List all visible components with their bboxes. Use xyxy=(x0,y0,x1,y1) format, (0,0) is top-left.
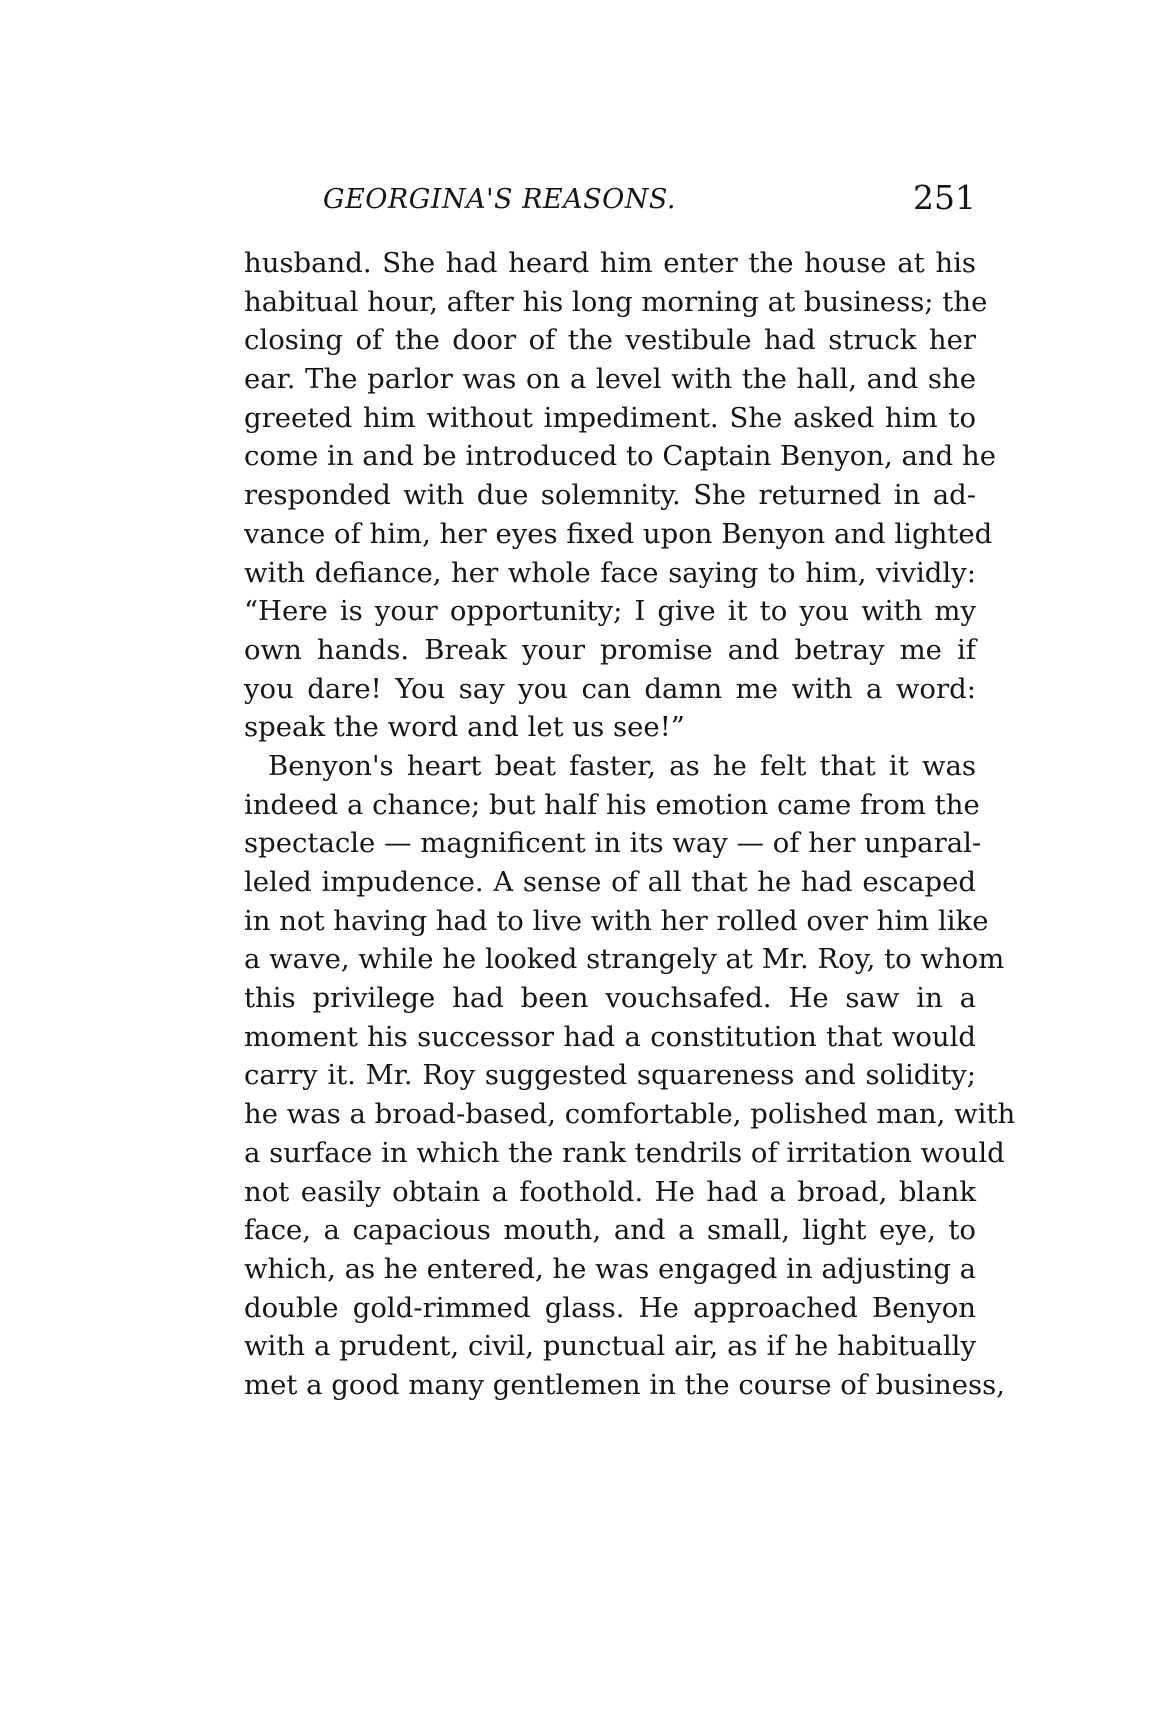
text-line: with a prudent, civil, punctual air, as if he habitually xyxy=(244,1330,976,1363)
text-line: habitual hour, after his long morning at business; the xyxy=(244,285,988,318)
text-line: speak the word and let us see!” xyxy=(244,711,685,744)
text-line: this privilege had been vouchsafed. He saw in a xyxy=(244,982,976,1015)
text-line: own hands. Break your promise and betray me if xyxy=(244,633,976,666)
text-line: come in and be introduced to Captain Benyon, and he xyxy=(244,440,996,473)
text-line: closing of the door of the vestibule had struck her xyxy=(244,324,976,357)
text-line: spectacle — magnificent in its way — of her unparal- xyxy=(244,827,982,860)
text-line: not easily obtain a foothold. He had a broad, blank xyxy=(244,1175,976,1208)
text-line: met a good many gentlemen in the course of business, xyxy=(244,1368,1005,1401)
text-line: vance of him, her eyes fixed upon Benyon and lighted xyxy=(244,517,993,550)
text-line: a surface in which the rank tendrils of irritation would xyxy=(244,1136,1005,1169)
page-number: 251 xyxy=(913,178,976,217)
text-body xyxy=(244,244,1016,1405)
text-line: greeted him without impediment. She asked him to xyxy=(244,401,976,434)
text-line: in not having had to live with her rolled over him like xyxy=(244,904,989,937)
text-line: ear. The parlor was on a level with the hall, and she xyxy=(244,363,976,396)
paragraph-1 xyxy=(244,244,996,747)
text-line: leled impudence. A sense of all that he had escaped xyxy=(244,866,976,898)
text-line: which, as he entered, he was engaged in adjusting a xyxy=(244,1252,977,1285)
text-line: responded with due solemnity. She returned in ad- xyxy=(244,479,976,512)
text-line: a wave, while he looked strangely at Mr. Roy, to whom xyxy=(244,943,1005,976)
text-line: Benyon's heart beat faster, as he felt that it was xyxy=(268,749,976,782)
text-line: moment his successor had a constitution that would xyxy=(244,1020,976,1053)
text-line: indeed a chance; but half his emotion came from the xyxy=(244,788,980,821)
text-line: with defiance, her whole face saying to him, vividly: xyxy=(244,556,976,589)
running-title: GEORGINA'S REASONS. xyxy=(323,184,677,215)
text-line: double gold-rimmed glass. He approached Benyon xyxy=(244,1291,976,1324)
text-line: face, a capacious mouth, and a small, light eye, to xyxy=(244,1214,976,1247)
page-header xyxy=(244,178,976,222)
text-line: “Here is your opportunity; I give it to you with my xyxy=(244,595,976,628)
text-line: he was a broad-based, comfortable, polished man, with xyxy=(244,1098,1016,1131)
text-line: you dare! You say you can damn me with a word: xyxy=(244,672,976,705)
text-line: husband. She had heard him enter the house at his xyxy=(244,247,976,279)
text-line: carry it. Mr. Roy suggested squareness and solidity; xyxy=(244,1059,976,1092)
paragraph-2 xyxy=(244,747,1016,1405)
